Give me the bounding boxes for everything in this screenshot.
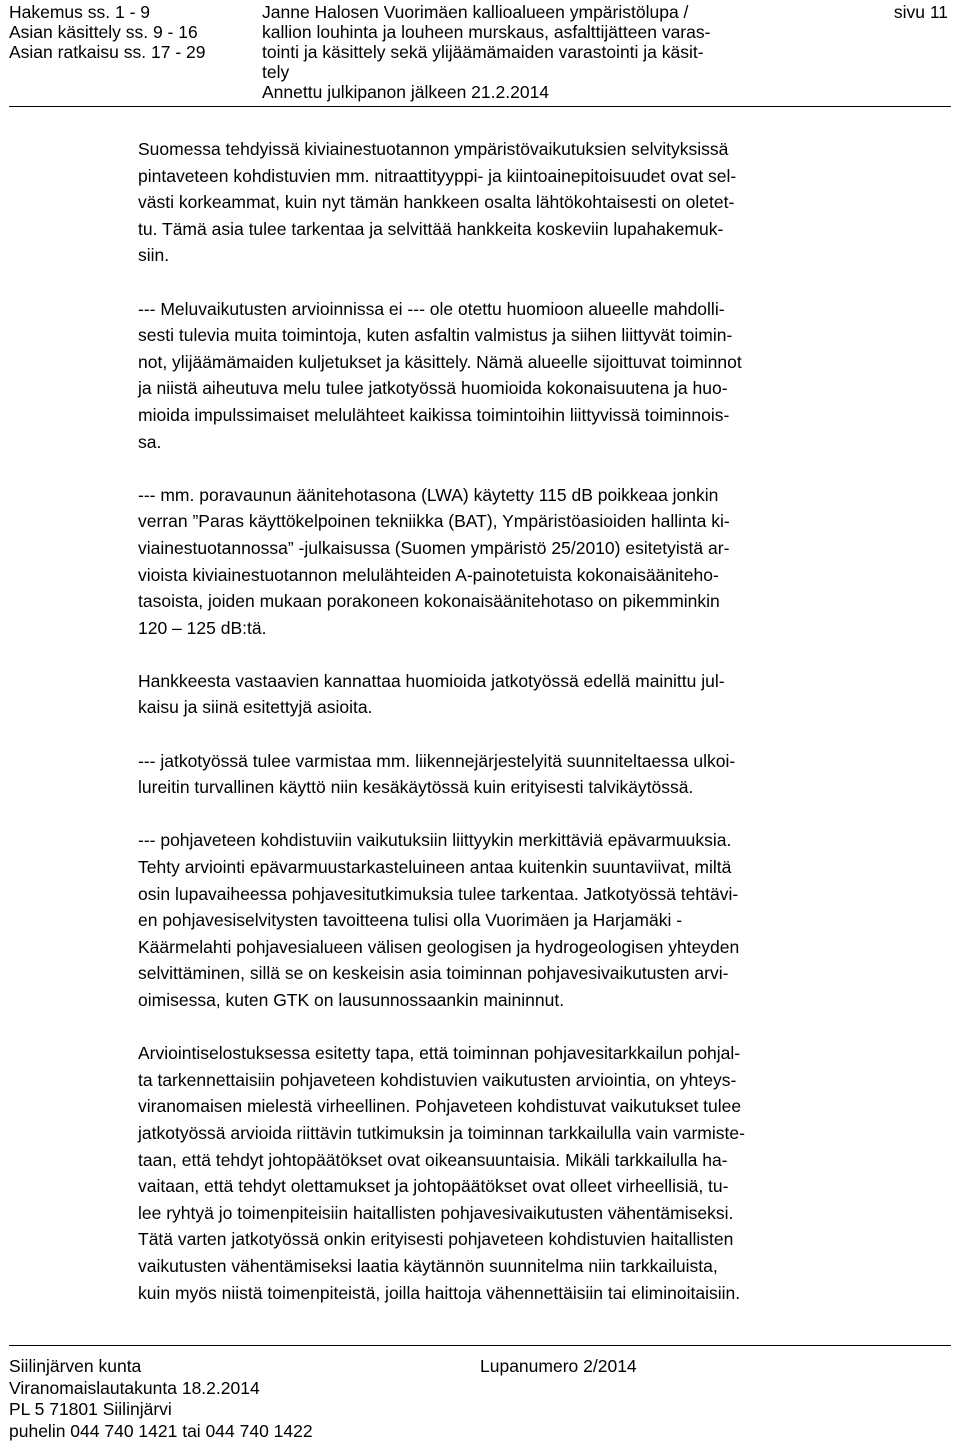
text-line: en pohjavesiselvitysten tavoitteena tulisi olla Vuorimäen ja Harjamäki - (138, 910, 683, 931)
text-line: kaisu ja siinä esitettyjä asioita. (138, 697, 373, 718)
header-title-line: tointi ja käsittely sekä ylijäämämaiden varastointi ja käsit- (262, 42, 704, 62)
text-line: --- Meluvaikutusten arvioinnissa ei --- ole otettu huomioon alueelle mahdolli- (138, 298, 725, 319)
header-document-title (262, 2, 902, 102)
header-publication-date: Annettu julkipanon jälkeen 21.2.2014 (262, 82, 550, 102)
header-ref-line: Asian käsittely ss. 9 - 16 (9, 22, 198, 42)
paragraph-groundwater-uncertainty (138, 827, 938, 1013)
permit-number: Lupanumero 2/2014 (480, 1356, 637, 1376)
text-line: selvittäminen, sillä se on keskeisin asia toiminnan pohjavesivaikutusten arvi- (138, 963, 729, 984)
text-line: lee ryhtyä jo toimenpiteisiin haitallisten pohjavesivaikutusten vähentämiseksi. (138, 1202, 734, 1223)
text-line: ta tarkennettaisiin pohjaveteen kohdistuvien vaikutusten arviointia, on yhteys- (138, 1069, 737, 1090)
text-line: västi korkeammat, kuin nyt tämän hankkeen osalta lähtökohtaisesti on oletet- (138, 192, 735, 213)
paragraph-noise-assessment (138, 296, 938, 456)
header-case-references (9, 2, 205, 62)
header-divider (9, 106, 951, 107)
text-line: tu. Tämä asia tulee tarkentaa ja selvittää hankkeita koskeviin lupahakemuk- (138, 218, 724, 239)
text-line: Hankkeesta vastaavien kannattaa huomioida jatkotyössä edellä mainittu jul- (138, 670, 725, 691)
header-ref-line: Asian ratkaisu ss. 17 - 29 (9, 42, 206, 62)
text-line: Käärmelahti pohjavesialueen välisen geologisen ja hydrogeologisen yhteyden (138, 936, 740, 957)
text-line: pintaveteen kohdistuvien mm. nitraattityyppi- ja kiintoainepitoisuudet ovat sel- (138, 165, 737, 186)
text-line: vaikutusten vähentämiseksi laatia käytännön suunnitelma niin tarkkailuista, (138, 1255, 718, 1276)
footer-divider (9, 1345, 951, 1346)
text-line: --- mm. poravaunun äänitehotasona (LWA) käytetty 115 dB poikkeaa jonkin (138, 484, 719, 505)
text-line: Tehty arviointi epävarmuustarkasteluineen antaa kuitenkin suuntaviivat, miltä (138, 857, 732, 878)
text-line: sesti tulevia muita toimintoja, kuten asfaltin valmistus ja siihen liittyvät toimin- (138, 325, 733, 346)
paragraph-groundwater-monitoring (138, 1040, 938, 1306)
text-line: Arviointiselostuksessa esitetty tapa, että toiminnan pohjavesitarkkailun pohjal- (138, 1043, 741, 1064)
paragraph-traffic-arrangements (138, 748, 938, 801)
text-line: taan, että tehdyt johtopäätökset ovat oikeansuuntaisia. Mikäli tarkkailulla ha- (138, 1149, 728, 1170)
text-line: tasoista, joiden mukaan porakoneen kokonaisäänitehotaso on pikemminkin (138, 591, 720, 612)
paragraph-surface-water (138, 136, 938, 269)
text-line: 120 – 125 dB:tä. (138, 617, 267, 638)
header-title-line: tely (262, 62, 290, 82)
header-title-line: Janne Halosen Vuorimäen kallioalueen ympäristölupa / (262, 2, 689, 22)
footer-line: puhelin 044 740 1421 tai 044 740 1422 (9, 1420, 313, 1441)
text-line: lureitin turvallinen käyttö niin kesäkäytössä kuin erityisesti talvikäytössä. (138, 777, 694, 798)
text-line: not, ylijäämämaiden kuljetukset ja käsittely. Nämä alueelle sijoittuvat toiminnot (138, 351, 742, 372)
text-line: vioista kiviainestuotannon melulähteiden A-painotetuista kokonaisäänitehо- (138, 564, 719, 585)
paragraph-publication-note (138, 668, 938, 721)
text-line: --- jatkotyössä tulee varmistaa mm. liikennejärjestelyitä suunniteltaessa ulkoi- (138, 750, 736, 771)
text-line: kuin myös niistä toimenpiteistä, joilla haittoja vähennettäisiin tai eliminoitaisiin. (138, 1282, 741, 1303)
footer-line: Viranomaislautakunta 18.2.2014 (9, 1377, 260, 1398)
text-line: --- pohjaveteen kohdistuviin vaikutuksiin liittyykin merkittäviä epävarmuuksia. (138, 830, 732, 851)
document-body (138, 136, 938, 1306)
text-line: ja niistä aiheutuva melu tulee jatkotyössä huomioida kokonaisuutena ja huo- (138, 378, 728, 399)
text-line: viranomaisen mielestä virheellinen. Pohjaveteen kohdistuvat vaikutukset tulee (138, 1096, 742, 1117)
text-line: verran ”Paras käyttökelpoinen tekniikka (BAT), Ympäristöasioiden hallinta ki- (138, 511, 730, 532)
text-line: jatkotyössä arvioida riittävin tutkimuksin ja toiminnan tarkkailulla vain varmiste- (138, 1122, 745, 1143)
text-line: Tätä varten jatkotyössä onkin erityisesti pohjaveteen kohdistuvien haitallisten (138, 1229, 734, 1250)
text-line: siin. (138, 245, 170, 266)
paragraph-drill-sound-power (138, 482, 938, 642)
text-line: mioida impulssimaiset melulähteet kaikissa toimintoihin liittyvissä toiminnois- (138, 404, 730, 425)
text-line: osin lupavaiheessa pohjavesitutkimuksia tulee tarkentaa. Jatkotyössä tehtävi- (138, 883, 739, 904)
footer-line: PL 5 71801 Siilinjärvi (9, 1399, 172, 1419)
footer-contact (9, 1356, 313, 1442)
text-line: viainestuotannossa” -julkaisussa (Suomen ympäristö 25/2010) esitetyistä ar- (138, 537, 730, 558)
text-line: Suomessa tehdyissä kiviainestuotannon ympäristövaikutuksien selvityksissä (138, 139, 729, 159)
page-number: sivu 11 (893, 2, 948, 22)
header-title-line: kallion louhinta ja louheen murskaus, asfalttijätteen varas- (262, 22, 711, 42)
footer-line: Siilinjärven kunta (9, 1356, 142, 1376)
header-ref-line: Hakemus ss. 1 - 9 (9, 2, 151, 22)
text-line: oimisessa, kuten GTK on lausunnossaankin maininnut. (138, 990, 565, 1010)
text-line: vaitaan, että tehdyt olettamukset ja johtopäätökset ovat olleet virheellisiä, tu- (138, 1176, 729, 1197)
text-line: sa. (138, 431, 162, 452)
